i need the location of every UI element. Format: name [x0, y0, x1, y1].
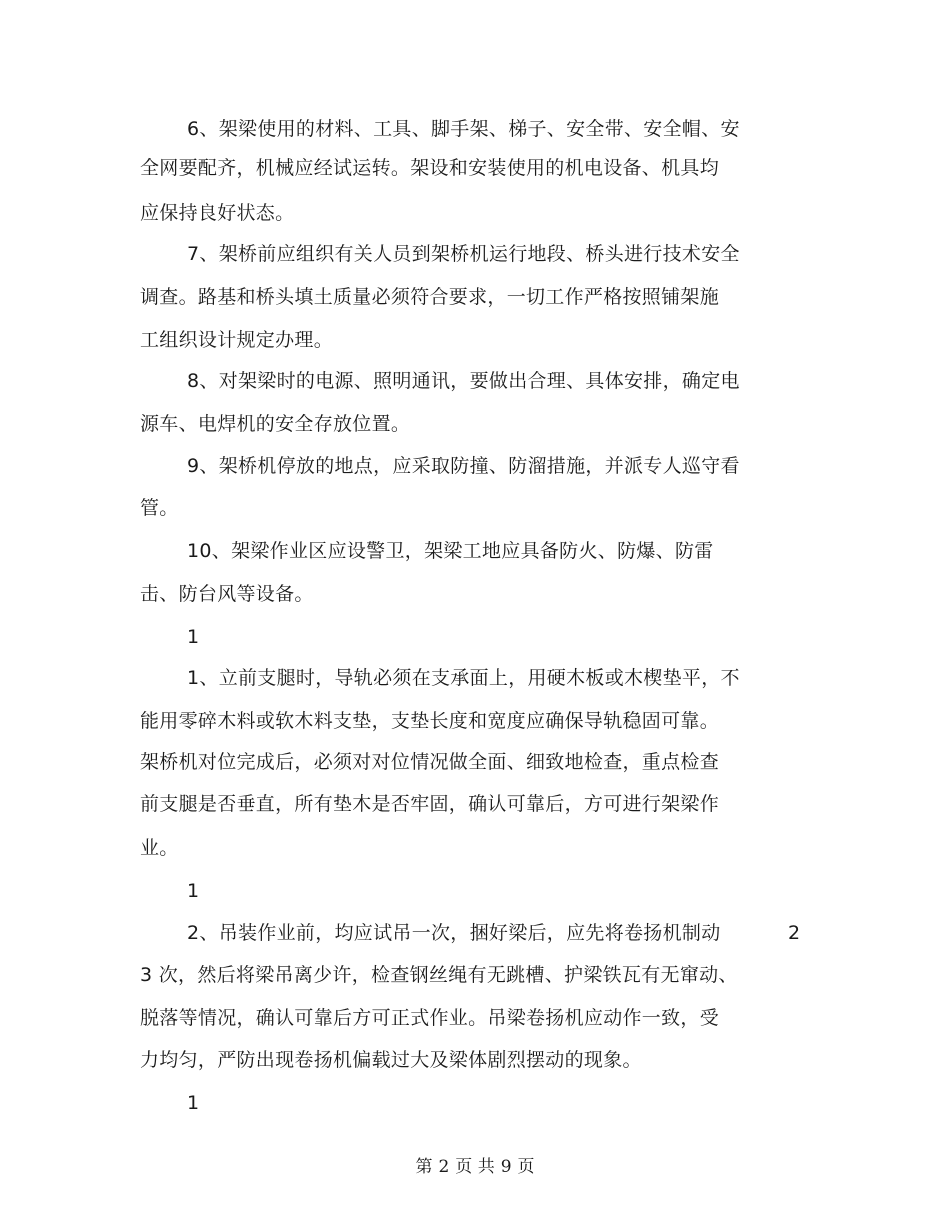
item-7-line-1: 7、架桥前应组织有关人员到架桥机运行地段、桥头进行技术安全: [187, 243, 740, 265]
side-number: 2: [788, 922, 801, 944]
sub-item-2-line-1: 2、吊装作业前，均应试吊一次，捆好梁后，应先将卷扬机制动: [187, 922, 721, 944]
sub-item-1-line-4: 前支腿是否垂直，所有垫木是否牢固，确认可靠后，方可进行架梁作: [140, 793, 720, 815]
footer-total-pages: 9: [500, 1157, 512, 1177]
footer-suffix: 页: [517, 1157, 535, 1177]
item-8-line-2: 源车、电焊机的安全存放位置。: [140, 413, 411, 435]
item-9-line-2: 管。: [140, 497, 179, 519]
item-10-line-1: 10、架梁作业区应设警卫，架梁工地应具备防火、防爆、防雷: [187, 540, 714, 562]
item-6-line-2: 全网要配齐，机械应经试运转。架设和安装使用的机电设备、机具均: [140, 157, 720, 179]
section-marker-1: 1: [187, 626, 200, 648]
section-marker-2: 1: [187, 880, 200, 902]
section-marker-3: 1: [187, 1092, 200, 1114]
item-10-line-2: 击、防台风等设备。: [140, 583, 314, 605]
footer-current-page: 2: [438, 1157, 450, 1177]
sub-item-2-line-3: 脱落等情况，确认可靠后方可正式作业。吊梁卷扬机应动作一致，受: [140, 1007, 720, 1029]
item-6-line-3: 应保持良好状态。: [140, 202, 295, 224]
item-6-line-1: 6、架梁使用的材料、工具、脚手架、梯子、安全带、安全帽、安: [187, 118, 740, 140]
item-8-line-1: 8、对架梁时的电源、照明通讯，要做出合理、具体安排，确定电: [187, 370, 740, 392]
footer-prefix: 第: [415, 1157, 433, 1177]
footer-mid: 页 共: [455, 1157, 495, 1177]
sub-item-1-line-5: 业。: [140, 837, 179, 859]
item-7-line-2: 调查。路基和桥头填土质量必须符合要求，一切工作严格按照铺架施: [140, 286, 720, 308]
sub-item-2-line-4: 力均匀，严防出现卷扬机偏载过大及梁体剧烈摆动的现象。: [140, 1049, 642, 1071]
item-9-line-1: 9、架桥机停放的地点，应采取防撞、防溜措施，并派专人巡守看: [187, 455, 740, 477]
sub-item-1-line-1: 1、立前支腿时，导轨必须在支承面上，用硬木板或木楔垫平，不: [187, 667, 740, 689]
sub-item-1-line-2: 能用零碎木料或软木料支垫，支垫长度和宽度应确保导轨稳固可靠。: [140, 710, 720, 732]
sub-item-2-line-2: 3 次，然后将梁吊离少许，检查钢丝绳有无跳槽、护梁铁瓦有无窜动、: [140, 964, 738, 986]
item-7-line-3: 工组织设计规定办理。: [140, 329, 334, 351]
page-footer: [0, 1152, 950, 1177]
sub-item-1-line-3: 架桥机对位完成后，必须对对位情况做全面、细致地检查，重点检查: [140, 751, 720, 773]
